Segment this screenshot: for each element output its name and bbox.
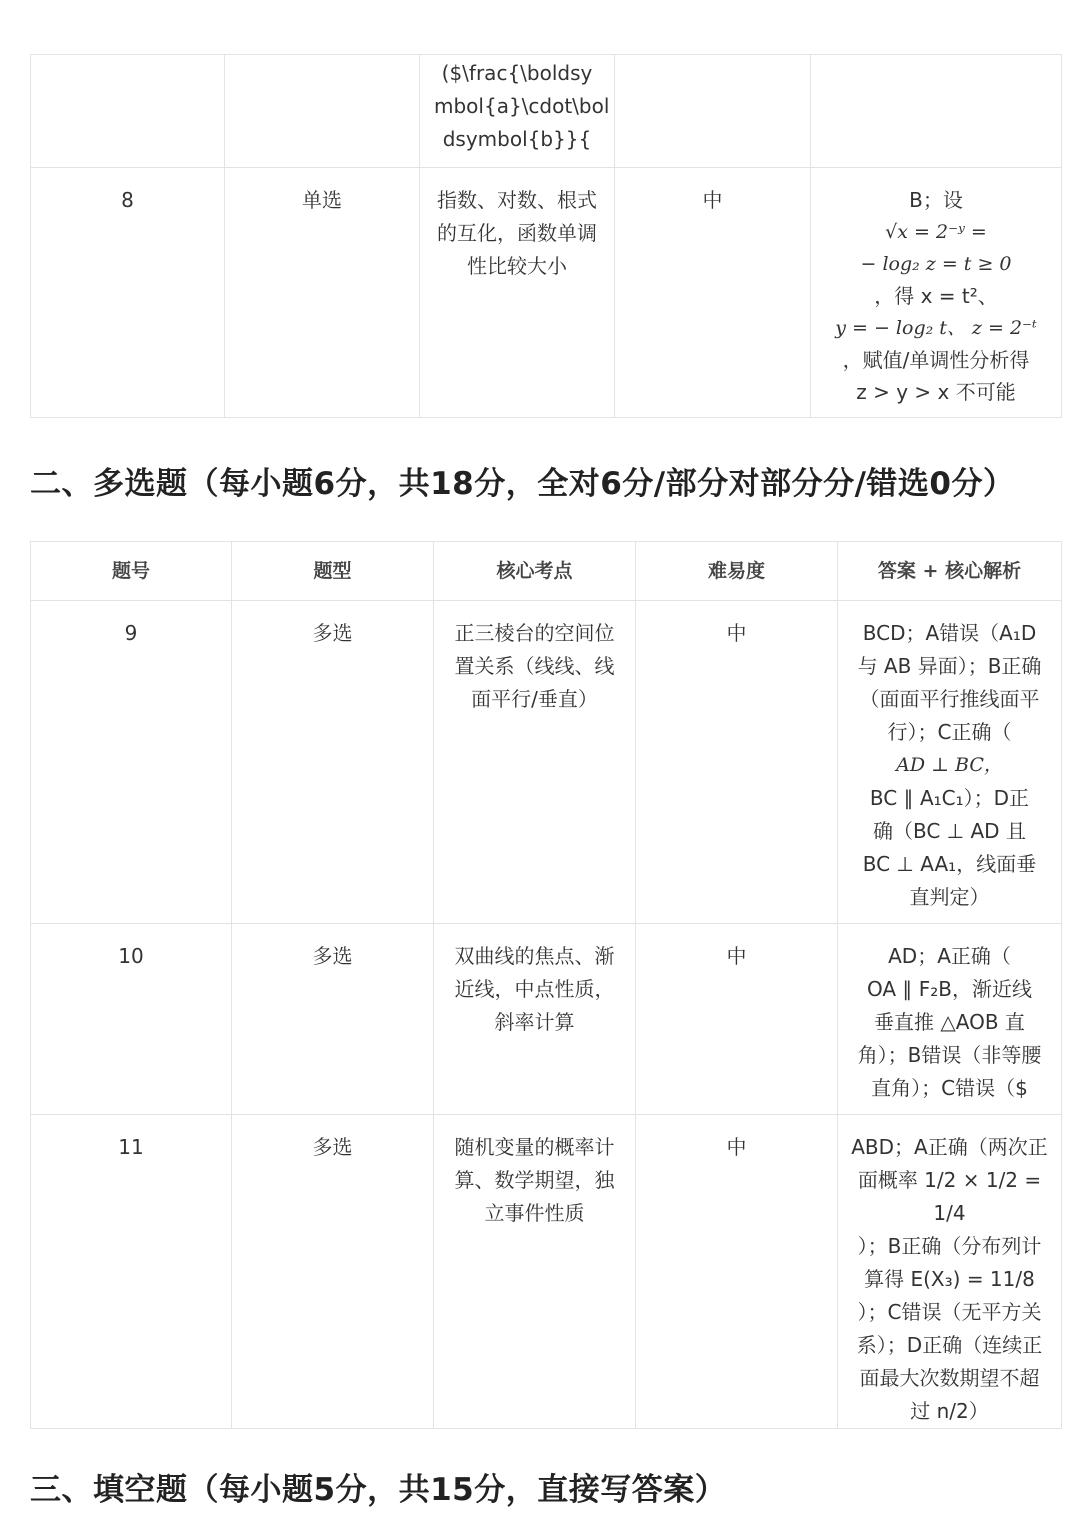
point-line: 斜率计算 (494, 1010, 575, 1034)
answer-line: y = − log₂ t、 z = 2⁻ᵗ (835, 317, 1037, 339)
cell-point (420, 55, 615, 168)
cell-num: 9 (31, 601, 232, 924)
answer-line: 直判定） (909, 885, 990, 909)
answer-line: 系）；D正确（连续正 (856, 1333, 1043, 1357)
table-row (31, 1115, 1062, 1429)
column-header: 答案 + 核心解析 (838, 542, 1062, 601)
cell-num: 11 (31, 1115, 232, 1429)
answer-line: AD ⊥ BC， (896, 754, 1003, 776)
cell-difficulty: 中 (636, 601, 838, 924)
answer-line: B；设 (909, 188, 963, 212)
point-line: 性比较大小 (467, 254, 567, 278)
cell-type: 单选 (225, 168, 420, 418)
answer-line: 过 n/2） (910, 1399, 989, 1423)
table-row (31, 924, 1062, 1115)
table-row (31, 601, 1062, 924)
point-line: 近线，中点性质， (454, 977, 615, 1001)
cell-difficulty: 中 (636, 1115, 838, 1429)
cell-point (434, 601, 636, 924)
point-line: mbol{a}\cdot\bol (434, 94, 610, 118)
answer-line: − log₂ z = t ≥ 0 (860, 253, 1012, 275)
cell-difficulty: 中 (636, 924, 838, 1115)
cell-type: 多选 (232, 1115, 434, 1429)
table-header-row (31, 542, 1062, 601)
table-row (31, 55, 1062, 168)
point-line: 指数、对数、根式 (437, 188, 597, 212)
cell-type (225, 55, 420, 168)
answer-line: ，得 x = t²、 (874, 284, 998, 308)
answer-line: 垂直推 △AOB 直 (874, 1010, 1025, 1034)
answer-line: ）；B正确（分布列计 (857, 1234, 1042, 1258)
column-header: 题号 (31, 542, 232, 601)
answer-line: BC ∥ A₁C₁）；D正 (869, 786, 1030, 810)
answer-line: ）；C错误（无平方关 (857, 1300, 1042, 1324)
column-header: 难易度 (636, 542, 838, 601)
answer-line: AD；A正确（ (888, 944, 1011, 968)
answer-line: 算得 E(X₃) = 11/8 (864, 1267, 1035, 1291)
point-line: ($\frac{\boldsy (441, 61, 593, 85)
answer-line: 确（BC ⊥ AD 且 (873, 819, 1026, 843)
answer-line: 面最大次数期望不超 (859, 1366, 1040, 1390)
answer-line: （面面平行推线面平 (859, 687, 1040, 711)
answer-line: √x = 2⁻ʸ = (885, 221, 987, 243)
point-line: 双曲线的焦点、渐 (454, 944, 615, 968)
cell-answer (811, 55, 1062, 168)
answer-line: BCD；A错误（A₁D (862, 621, 1037, 645)
point-line: 随机变量的概率计 (454, 1135, 615, 1159)
answer-line: ABD；A正确（两次正 (851, 1135, 1048, 1159)
point-line: 立事件性质 (484, 1201, 585, 1225)
point-line: 置关系（线线、线 (454, 654, 615, 678)
table-continued (30, 54, 1062, 418)
cell-type: 多选 (232, 601, 434, 924)
table-multiple-choice (30, 541, 1062, 1429)
cell-type: 多选 (232, 924, 434, 1115)
cell-difficulty: 中 (615, 168, 811, 418)
answer-line: 角）；B错误（非等腰 (857, 1043, 1042, 1067)
cell-point (420, 168, 615, 418)
cell-difficulty (615, 55, 811, 168)
answer-line: z > y > x 不可能 (856, 380, 1016, 404)
section-title-fill-blank: 三、填空题（每小题5分，共15分，直接写答案） (30, 1472, 727, 1508)
answer-line: 直角）；C错误（$ (871, 1076, 1028, 1100)
cell-answer (838, 924, 1062, 1115)
cell-answer (811, 168, 1062, 418)
point-line: 的互化，函数单调 (437, 221, 597, 245)
cell-point (434, 924, 636, 1115)
answer-line: 行）；C正确（ (887, 720, 1012, 744)
cell-answer (838, 601, 1062, 924)
point-line: dsymbol{b}}{ (442, 127, 592, 151)
cell-num: 10 (31, 924, 232, 1115)
table-row (31, 168, 1062, 418)
cell-num (31, 55, 225, 168)
answer-line: OA ∥ F₂B，渐近线 (866, 977, 1033, 1001)
answer-line: BC ⊥ AA₁，线面垂 (862, 852, 1037, 876)
answer-line: 与 AB 异面）；B正确 (857, 654, 1042, 678)
cell-answer (838, 1115, 1062, 1429)
column-header: 核心考点 (434, 542, 636, 601)
section-title-multiple-choice: 二、多选题（每小题6分，共18分，全对6分/部分对部分分/错选0分） (30, 466, 1015, 502)
column-header: 题型 (232, 542, 434, 601)
answer-line: ，赋值/单调性分析得 (842, 348, 1030, 372)
point-line: 正三棱台的空间位 (454, 621, 615, 645)
point-line: 算、数学期望，独 (454, 1168, 615, 1192)
point-line: 面平行/垂直） (471, 687, 598, 711)
answer-line: 面概率 1/2 × 1/2 = 1/4 (857, 1168, 1042, 1225)
cell-num: 8 (31, 168, 225, 418)
cell-point (434, 1115, 636, 1429)
